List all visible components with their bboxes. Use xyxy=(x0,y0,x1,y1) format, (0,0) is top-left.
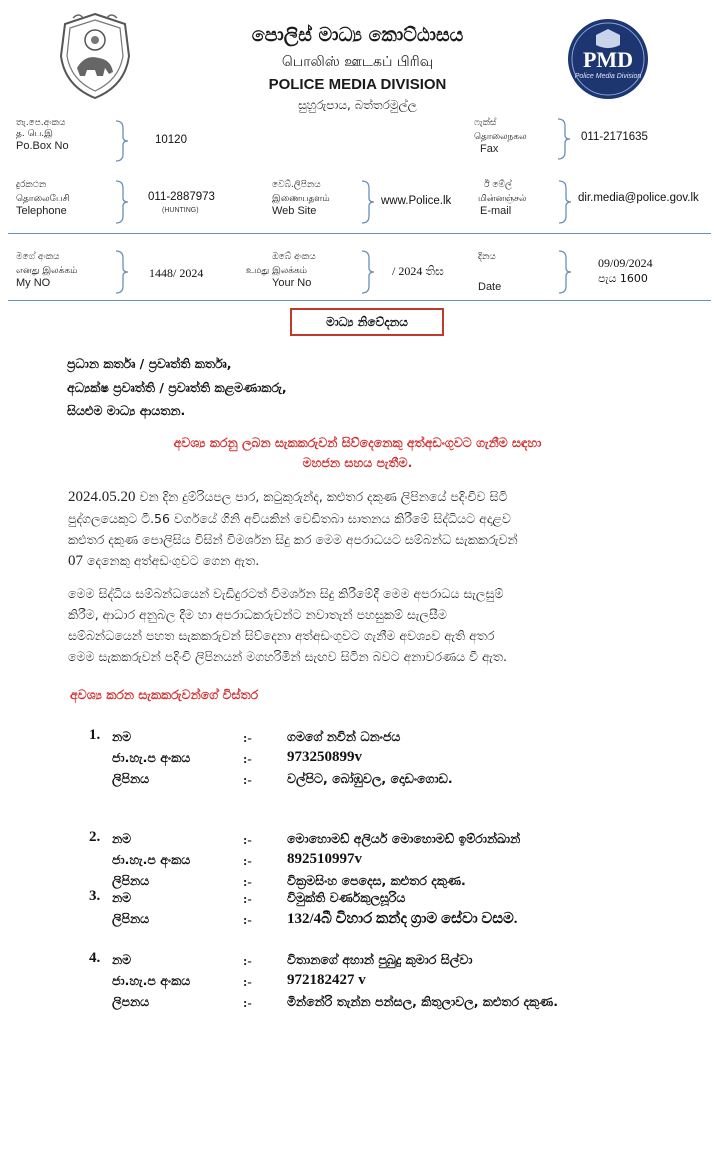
suspect-field-value: 132/4බී විහාර කන්ද ග්‍රාම සේවා වසම. xyxy=(287,911,518,927)
suspect-field-value: වික්‍රමසිංහ පෙදෙස, කළුතර දකුණ. xyxy=(287,873,466,888)
website-label: වෙබ්.ලිපිනය இணையதளம் Web Site xyxy=(272,180,330,217)
my-no-brace xyxy=(114,250,130,294)
date-time: පැය 1600 xyxy=(598,272,648,285)
pobox-label: තැ.පෙ.අංකය த. பெ.இ Po.Box No xyxy=(16,118,69,152)
notice-heading: මාධ්‍ය නිවේදනය xyxy=(290,308,444,336)
incident-date: 2024.05.20 xyxy=(68,489,136,505)
email-label: ඊ මේල් மின்னஞ்சல் E-mail xyxy=(478,180,527,217)
pobox-brace xyxy=(114,120,130,162)
suspect-field-label: ජා.හැ.ප අංකය xyxy=(112,852,191,867)
suspect-field-colon: :- xyxy=(243,874,252,889)
pmd-logo-subtext: Police Media Division xyxy=(574,73,642,80)
suspect-number: 3. xyxy=(89,888,101,904)
telephone-brace xyxy=(114,180,130,224)
your-no-label: ඔබේ අංකය உமது இலக்கம் Your No xyxy=(246,252,316,289)
suspect-field-value: 892510997v xyxy=(287,851,362,867)
paragraph-1: 2024.05.20 වන දින දුම්රියපල පාර, කටුකුරුන්ද, කළුතර දකුණ ලිපිනයේ පදිංචිව සිටි පුද්ගලයෙකුට ටී.56 වර්ගයේ ගිනි අවියකින් වෙඩිතබා ඝාතනය කිරීමේ සිද්ධියට අදාළව කළුතර දකුණ පොලිසිය විසින් විමර්ශන සිදු කර මෙම අපරාධයට සම්බන්ධ සැකකරුවන් 07 දෙනෙකු අත්අඩංගුවට ගෙන ඇත. xyxy=(68,489,518,569)
pobox-value: 10120 xyxy=(155,134,187,146)
suspect-field-colon: :- xyxy=(243,891,252,906)
suspect-field-value: විතානගේ අහාන් පුබුදු කුමාර සිල්වා xyxy=(287,952,473,967)
addressee-1: ප්‍රධාන කර්තෘ / ප්‍රවෘත්ති කර්තෘ, xyxy=(67,356,232,371)
suspect-number: 2. xyxy=(89,829,101,845)
suspect-field-colon: :- xyxy=(243,832,252,847)
addressee-3: සියළුම මාධ්‍ය ආයතන. xyxy=(67,403,186,418)
suspect-field-label: නම xyxy=(112,952,132,967)
suspect-field-label: නම xyxy=(112,890,132,905)
subject-line-2: මහජන සහය පැතීම. xyxy=(302,455,413,470)
date-value: 09/09/2024 xyxy=(598,256,653,270)
header-location: සුහුරුපාය, බත්තරමුල්ල xyxy=(298,98,417,112)
addressee-2: අධ්‍යක්ෂ ප්‍රවෘත්ති / ප්‍රවෘත්ති කළමණාකරු, xyxy=(67,380,287,395)
suspect-field-colon: :- xyxy=(243,974,252,989)
website-value: www.Police.lk xyxy=(381,195,452,207)
suspect-field-value: 972182427 v xyxy=(287,972,366,988)
fax-brace xyxy=(556,118,572,160)
suspects-heading: අවශ්‍ය කරන සැකකරුවන්ගේ විස්තර xyxy=(70,687,259,702)
fax-label: ෆැක්ස් தொலைநகல Fax xyxy=(474,118,527,155)
telephone-label: දුරකථන தொலைபேசி Telephone xyxy=(16,180,70,217)
pmd-logo-text: PMD xyxy=(582,47,634,72)
email-value: dir.media@police.gov.lk xyxy=(578,192,699,204)
header-title-sinhala: පොලිස් මාධ්‍ය කොට්ඨාසය xyxy=(251,24,464,46)
reference-divider xyxy=(8,300,711,301)
website-brace xyxy=(360,180,376,224)
my-no-label: මගේ අංකය எனது இலக்கம் My NO xyxy=(16,252,78,289)
suspect-field-label: ජා.හැ.ප අංකය xyxy=(112,973,191,988)
suspect-field-label: ලිපිනය xyxy=(112,911,150,926)
suspect-field-value: මින්නේරි තැන්න පන්සල, කිතුලාවල, කළුතර දකුණ. xyxy=(287,994,558,1009)
arrest-count: 07 xyxy=(68,553,83,569)
telephone-note: (HUNTING) xyxy=(162,207,199,214)
suspect-field-label: නම xyxy=(112,729,132,744)
pmd-logo xyxy=(566,17,650,101)
suspect-number: 4. xyxy=(89,950,101,966)
date-label: දිනය Date xyxy=(478,252,502,293)
suspect-field-value: විමුක්ති වර්ණකුලසූරිය xyxy=(287,890,406,905)
suspect-field-label: ජා.හැ.ප අංකය xyxy=(112,750,191,765)
suspect-field-colon: :- xyxy=(243,751,252,766)
suspect-field-label: ලිපනය xyxy=(112,994,150,1009)
fax-value: 011-2171635 xyxy=(581,131,648,143)
subject-line-1: අවශ්‍ය කරනු ලබන සැකකරුවන් සිව්දෙනෙකු අත්අඩංගුවට ගැනීම සඳහා xyxy=(173,435,542,450)
suspect-number: 1. xyxy=(89,727,101,743)
suspect-field-label: නම xyxy=(112,831,132,846)
suspect-field-label: ලිපිනය xyxy=(112,771,150,786)
date-brace xyxy=(557,250,573,294)
suspect-field-value: මොහොමඩ් අලියර් මොහොමඩ් ඉම්රාන්ඛාන් xyxy=(287,831,521,846)
suspect-field-value: 973250899v xyxy=(287,749,362,765)
header-divider xyxy=(8,233,711,234)
suspect-field-colon: :- xyxy=(243,912,252,927)
suspect-field-colon: :- xyxy=(243,730,252,745)
my-no-value: 1448/ 2024 xyxy=(149,266,204,280)
paragraph-2: මෙම සිද්ධිය සම්බන්ධයෙන් වැඩිදුරටත් විමර්ශන සිදු කිරීමේදී මෙම අපරාධය සැලසුම් කිරීම, ආධාර අනුබල දීම හා අපරාධකරුවන්ට නවාතැන් පහසුකම් සැලසීම සම්බන්ධයෙන් පහත සැකකරුවන් සිව්දෙනා අත්අඩංගුවට ගැනීම අවශ්‍යව ඇති අතර මෙම සැකකරුවන් පදිංචි ලිපිනයන් මගහරිමින් සැඟව සිටින බවට අනාවරණය වී ඇත. xyxy=(68,586,507,664)
email-brace xyxy=(557,180,573,224)
your-no-value: / 2024 තිඝ xyxy=(392,264,444,278)
suspect-field-colon: :- xyxy=(243,953,252,968)
telephone-value: 011-2887973 xyxy=(148,191,215,203)
suspect-field-label: ලිපිනය xyxy=(112,873,150,888)
your-no-brace xyxy=(360,250,376,294)
header-title-english: POLICE MEDIA DIVISION xyxy=(268,76,447,93)
suspect-field-colon: :- xyxy=(243,772,252,787)
suspect-field-value: වල්පිට, බෝඹුවල, දොඩංගොඩ. xyxy=(287,771,453,786)
suspect-field-colon: :- xyxy=(243,853,252,868)
suspect-field-value: ගමගේ නවින් ධනංජය xyxy=(287,729,401,744)
header-title-tamil: பொலிஸ் ஊடகப் பிரிவு xyxy=(281,54,434,70)
suspect-field-colon: :- xyxy=(243,995,252,1010)
